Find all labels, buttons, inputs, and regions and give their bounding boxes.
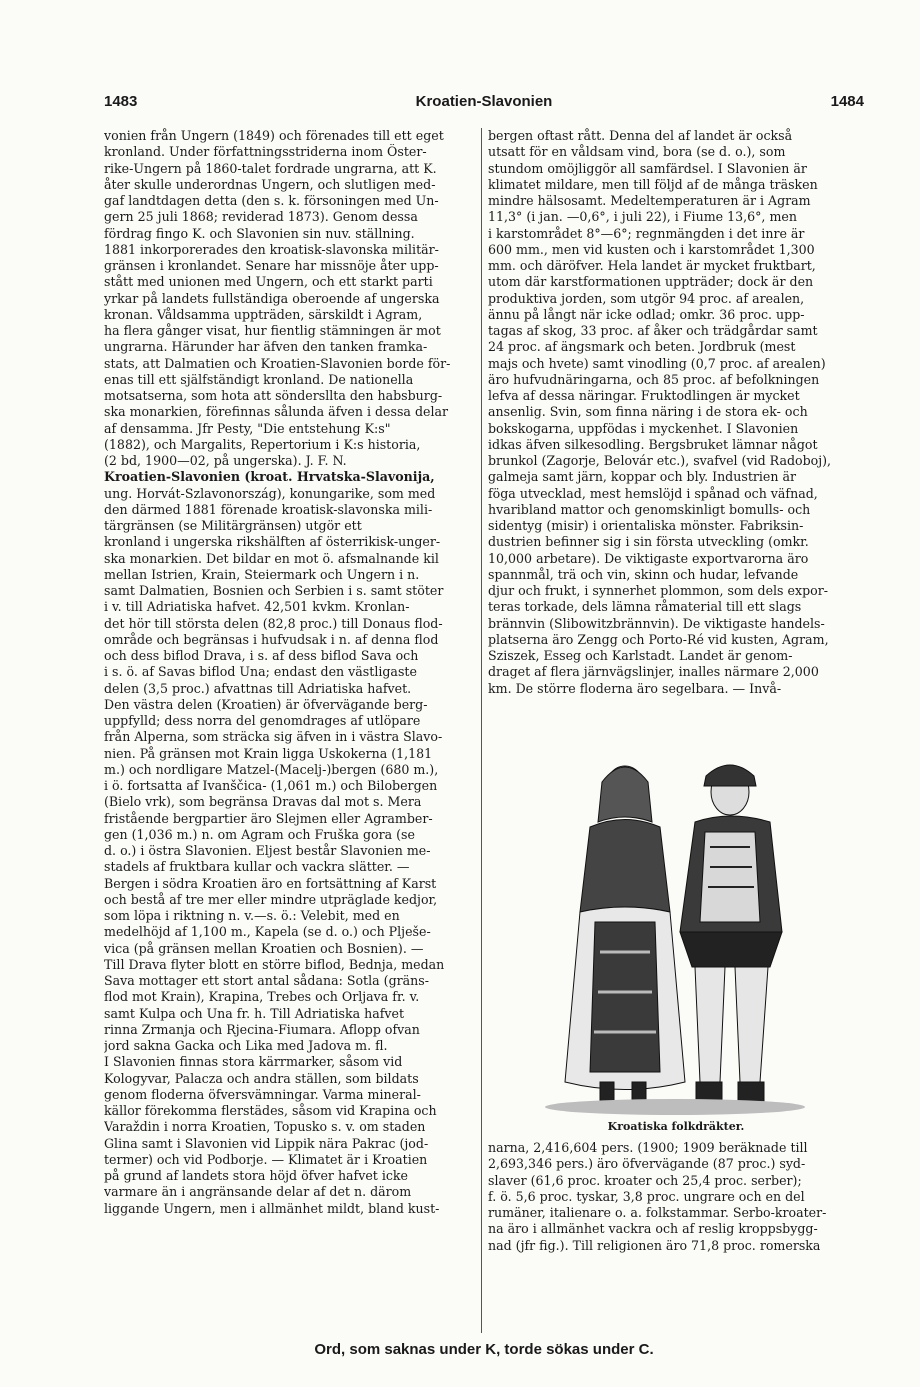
right-text-column-bottom (488, 1140, 864, 1330)
text-line: platserna äro Zengg och Porto-Ré vid kusten, Agram, (488, 631, 829, 647)
text-line: källor förekomma flerstädes, såsom vid Krapina och (104, 1103, 437, 1118)
text-line: mm. och däröfver. Hela landet är mycket fruktbart, (488, 258, 816, 273)
text-line: I Slavonien finnas stora kärrmarker, såsom vid (104, 1054, 403, 1070)
text-line: äro hufvudnäringarna, och 85 proc. af befolkningen (488, 371, 820, 387)
text-line: samt Kulpa och Una fr. h. Till Adriatiska hafvet (104, 1005, 405, 1021)
text-line: och bestå af tre mer eller mindre utpräglade kedjor, (104, 891, 438, 907)
text-line: tärgränsen (se Militärgränsen) utgör ett (104, 518, 362, 533)
text-line: medelhöjd af 1,100 m., Kapela (se d. o.) och Plješe- (104, 924, 431, 940)
text-line: genom floderna öfversvämningar. Varma mineral- (104, 1086, 421, 1102)
text-line: galmeja samt järn, koppar och bly. Industrien är (488, 469, 797, 485)
text-line: Till Drava flyter blott en större biflod, Bednja, medan (104, 956, 445, 972)
text-line: den därmed 1881 förenade kroatisk-slavonska mili- (104, 501, 433, 517)
text-line: draget af flera järnvägslinjer, inalles närmare 2,000 (488, 664, 819, 680)
figure-caption: Kroatiska folkdräkter. (607, 1120, 745, 1133)
running-title: Kroatien-Slavonien (415, 93, 553, 110)
page-header (104, 93, 864, 113)
text-line: föga utvecklad, mest hemslöjd i spånad och väfnad, (488, 485, 818, 501)
text-line: sidentyg (misir) i orientaliska mönster. Fabriksin- (488, 518, 804, 533)
left-text-column (104, 128, 473, 1328)
text-line: delen (3,5 proc.) afvattnas till Adriatiska hafvet. (104, 680, 412, 696)
text-line: nien. På gränsen mot Krain ligga Uskokerna (1,181 (104, 745, 433, 761)
text-line: samt Dalmatien, Bosnien och Serbien i s. samt stöter (104, 583, 444, 598)
text-line: i s. ö. af Savas biflod Una; endast den västligaste (104, 664, 417, 680)
text-line: spannmål, trä och vin, skinn och hudar, lefvande (488, 566, 799, 582)
text-line: Glina samt i Slavonien vid Lippik nära Pakrac (jod- (104, 1135, 429, 1151)
text-line: ung. Horvát-Szlavonország), konungarike, som med (104, 485, 436, 501)
text-line: rinna Zrmanja och Rjecina-Fiumara. Aflopp ofvan (104, 1021, 420, 1037)
text-line: kronan. Våldsamma uppträden, särskildt i Agram, (104, 306, 423, 322)
text-line: brunkol (Zagorje, Belovár etc.), svafvel (vid Radoboj), (488, 453, 832, 468)
text-line: kronland. Under författningsstriderna inom Öster- (104, 144, 427, 160)
text-line: mindre hälsosamt. Medeltemperaturen är i Agram (488, 193, 811, 208)
text-line: (Bielo vrk), som begränsa Dravas dal mot s. Mera (104, 794, 422, 810)
text-line: bokskogarna, uppfödas i myckenhet. I Slavonien (488, 420, 799, 436)
text-line: liggande Ungern, men i allmänhet mildt, bland kust- (104, 1200, 440, 1216)
page-footer-note: Ord, som saknas under K, torde sökas under C. (314, 1341, 654, 1358)
text-line: 1881 inkorporerades den kroatisk-slavonska militär- (104, 241, 439, 257)
text-line: yrkar på landets fullständiga oberoende af ungerska (104, 290, 440, 306)
text-line: km. De större floderna äro segelbara. — Invå- (488, 680, 782, 696)
text-line: majs och hvete) samt vinodling (0,7 proc. af arealen) (488, 355, 826, 371)
text-line: 10,000 arbetare). De viktigaste exportvarorna äro (488, 550, 809, 566)
text-line: dustrien befinner sig i sin första utveckling (omkr. (488, 534, 809, 550)
text-line: ansenlig. Svin, som finna näring i de stora ek- och (488, 404, 808, 420)
text-line: det hör till största delen (82,8 proc.) till Donaus flod- (104, 615, 443, 631)
text-line: tagas af skog, 33 proc. af åker och trädgårdar samt (488, 323, 818, 338)
text-line: som löpa i riktning n. v.—s. ö.: Velebit, med en (104, 908, 400, 923)
text-line: produktiva jorden, som utgör 94 proc. af arealen, (488, 290, 805, 306)
text-line: jord sakna Gacka och Lika med Jadova m. fl. (104, 1038, 388, 1053)
text-line: Kologyvar, Palacza och andra ställen, som bildats (104, 1070, 419, 1086)
text-line: Bergen i södra Kroatien äro en fortsättning af Karst (104, 875, 437, 891)
text-line: (1882), och Margalits, Repertorium i K:s historia, (104, 436, 421, 452)
text-line: djur och frukt, i synnerhet plommon, som dels expor- (488, 583, 829, 598)
text-line: 11,3° (i jan. —0,6°, i juli 22), i Fiume 13,6°, men (488, 209, 797, 225)
text-line: utom där karstformationen uppträder; dock är den (488, 274, 814, 290)
column-divider (481, 128, 482, 1333)
page-number-left: 1483 (104, 93, 138, 110)
text-line: från Alperna, som sträcka sig äfven in i västra Slavo- (104, 729, 443, 745)
text-line: ska monarkien. Det bildar en mot ö. afsmalnande kil (104, 550, 439, 566)
text-line: och dess biflod Drava, i s. af dess biflod Sava och (104, 648, 419, 663)
right-text-column-top (488, 128, 864, 718)
text-line: na äro i allmänhet vackra och af reslig kroppsbygg- (488, 1221, 818, 1237)
text-line: stadels af fruktbara kullar och vackra slätter. — (104, 859, 410, 875)
text-line: gaf landtdagen detta (den s. k. försoningen med Un- (104, 193, 439, 208)
text-line: kronland i ungerska rikshälften af österrikisk-unger- (104, 534, 441, 550)
text-line: ungrarna. Härunder har äfven den tanken framka- (104, 339, 428, 355)
text-line: ska monarkien, förefinnas sålunda äfven i dessa delar (104, 404, 449, 420)
text-line: gern 25 juli 1868; reviderad 1873). Genom dessa (104, 209, 418, 225)
text-line: termer) och vid Podborje. — Klimatet är i Kroatien (104, 1151, 428, 1167)
text-line: f. ö. 5,6 proc. tyskar, 3,8 proc. ungrare och en del (488, 1188, 805, 1204)
text-line: narna, 2,416,604 pers. (1900; 1909 beräknade till (488, 1140, 808, 1155)
text-line: bergen oftast rått. Denna del af landet är också (488, 128, 793, 143)
text-line: m.) och nordligare Matzel-(Macelj-)bergen (680 m.), (104, 761, 439, 777)
text-line: ännu på långt när icke odlad; omkr. 36 proc. upp- (488, 306, 805, 322)
text-line: (2 bd, 1900—02, på ungerska). J. F. N. (104, 453, 347, 468)
text-line: gen (1,036 m.) n. om Agram och Fruška gora (se (104, 826, 415, 842)
text-line: Sava mottager ett stort antal sådana: Sotla (gräns- (104, 973, 429, 988)
text-line: i v. till Adriatiska hafvet. 42,501 kvkm. Kronlan- (104, 599, 410, 615)
text-line: flod mot Krain), Krapina, Trebes och Orljava fr. v. (104, 989, 420, 1005)
text-line: motsatserna, som hota att söndersllta den habsburg- (104, 388, 443, 403)
text-line: ha flera gånger visat, hur fientlig stämningen är mot (104, 323, 441, 338)
text-line: hvaribland mattor och genomskinligt bomulls- och (488, 501, 811, 517)
text-line: brännvin (Slibowitzbrännvin). De viktigaste handels- (488, 615, 825, 631)
text-line: mellan Istrien, Krain, Steiermark och Ungern i n. (104, 566, 420, 582)
text-line: rumäner, italienare o. a. folkstammar. Serbo-kroater- (488, 1205, 827, 1220)
text-line: stundom omöjliggör all samfärdsel. I Slavonien är (488, 160, 807, 176)
text-line: lefva af dessa näringar. Fruktodlingen är mycket (488, 388, 800, 403)
text-line: rike-Ungern på 1860-talet fordrade ungrarna, att K. (104, 160, 437, 176)
text-line: gränsen i kronlandet. Senare har missnöje åter upp- (104, 258, 439, 273)
text-line: teras torkade, dels lämna råmaterial till ett slags (488, 599, 802, 615)
text-line: fördrag fingo K. och Slavonien sin nuv. ställning. (104, 225, 415, 241)
text-line: varmare än i angränsande delar af det n. därom (104, 1184, 412, 1200)
text-line: vonien från Ungern (1849) och förenades till ett eget (104, 128, 444, 143)
text-line: uppfylld; dess norra del genomdrages af utlöpare (104, 713, 421, 728)
text-line: åter skulle underordnas Ungern, och slutligen med- (104, 176, 436, 192)
text-line: slaver (61,6 proc. kroater och 25,4 proc. serber); (488, 1172, 802, 1188)
text-line: stats, att Dalmatien och Kroatien-Slavonien borde för- (104, 355, 451, 371)
text-line: 24 proc. af ängsmark och beten. Jordbruk (mest (488, 339, 796, 355)
text-line: i ö. fortsatta af Ivanščica- (1,061 m.) och Bilobergen (104, 778, 438, 793)
text-line: Kroatien-Slavonien (kroat. Hrvatska-Slavonija, (104, 469, 435, 485)
text-line: nad (jfr fig.). Till religionen äro 71,8 proc. romerska (488, 1237, 821, 1253)
text-line: 2,693,346 pers.) äro öfvervägande (87 proc.) syd- (488, 1156, 806, 1172)
folk-costume-figures (520, 752, 830, 1117)
text-line: område och begränsas i hufvudsak i n. af denna flod (104, 631, 439, 647)
text-line: fristående bergpartier äro Slejmen eller Agramber- (104, 810, 433, 826)
text-line: idkas äfven silkesodling. Bergsbruket lämnar något (488, 436, 818, 452)
text-line: af densamma. Jfr Pesty, "Die entstehung K:s" (104, 420, 391, 436)
text-line: klimatet mildare, men till följd af de många träsken (488, 176, 818, 192)
text-line: vica (på gränsen mellan Kroatien och Bosnien). — (104, 940, 424, 956)
text-line: d. o.) i östra Slavonien. Eljest består Slavonien me- (104, 843, 431, 858)
text-line: Varaždin i norra Kroatien, Topusko s. v. om staden (104, 1119, 426, 1135)
text-line: på grund af landets stora höjd öfver hafvet icke (104, 1168, 409, 1183)
text-line: Den västra delen (Kroatien) är öfvervägande berg- (104, 696, 428, 712)
text-line: i karstområdet 8°—6°; regnmängden i det inre är (488, 225, 805, 241)
text-line: utsatt för en våldsam vind, bora (se d. o.), som (488, 144, 786, 160)
costume-illustration (520, 752, 830, 1117)
page-number-right: 1484 (830, 93, 864, 110)
text-line: 600 mm., men vid kusten och i karstområdet 1,300 (488, 241, 815, 257)
text-line: enas till ett själfständigt kronland. De nationella (104, 371, 414, 387)
text-line: stått med unionen med Ungern, och ett starkt parti (104, 274, 433, 290)
text-line: Sziszek, Esseg och Karlstadt. Landet är genom- (488, 648, 793, 663)
